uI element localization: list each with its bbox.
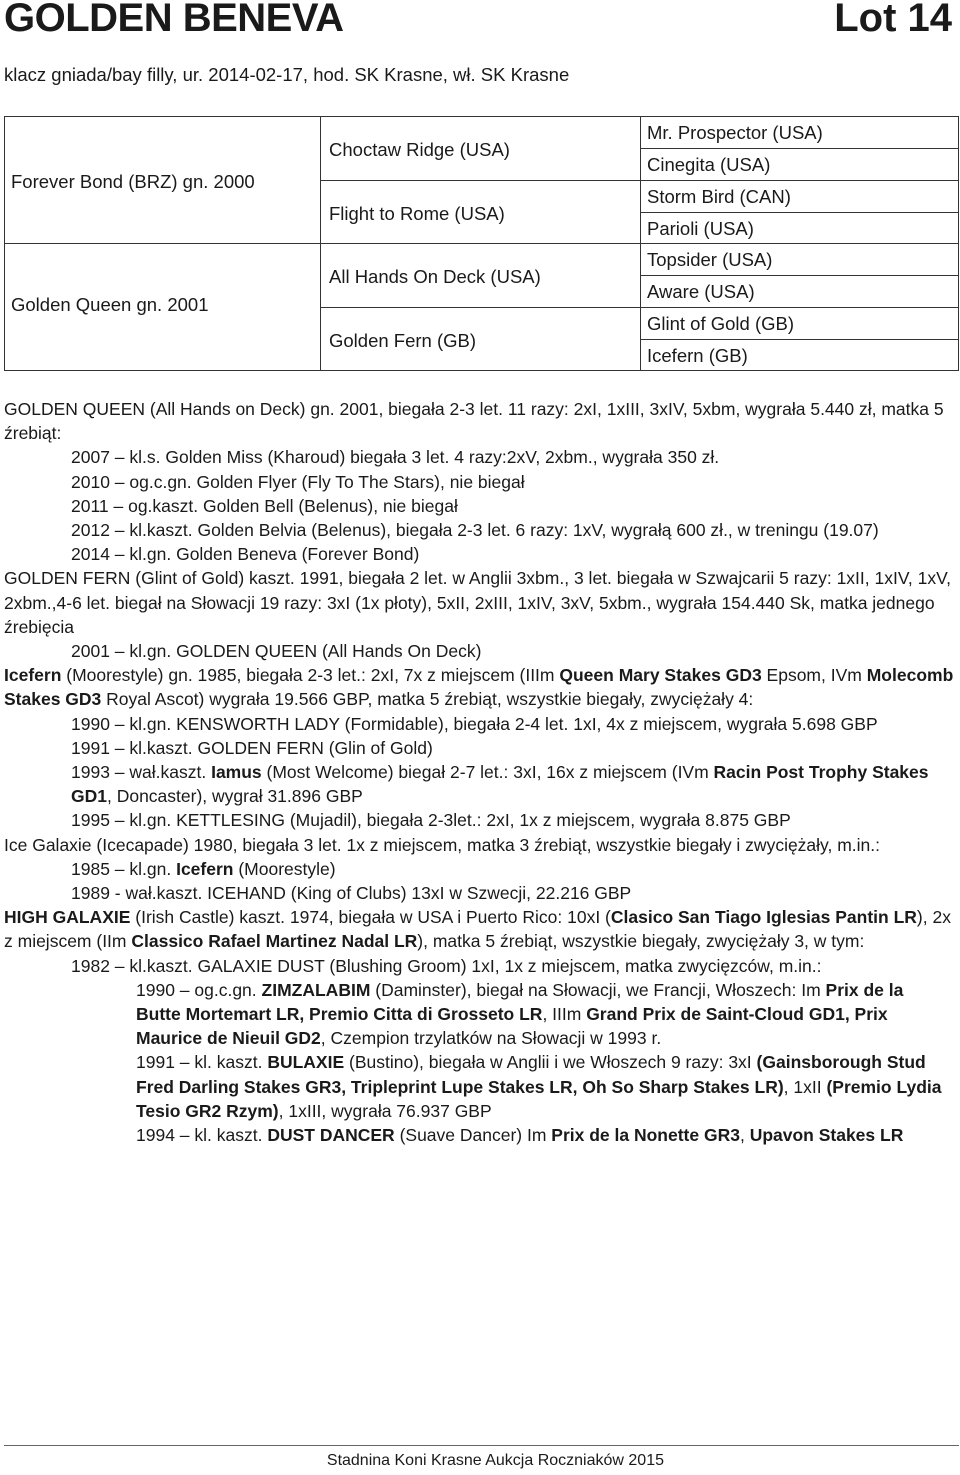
iamus-race-grade: Stakes GD1 bbox=[71, 762, 929, 807]
dust-dancer-sep: , bbox=[739, 1125, 750, 1146]
dust-dancer-text: (Suave Dancer) Im bbox=[394, 1125, 552, 1146]
footer-text: Stadnina Koni Krasne Aukcja Roczniaków 2015 bbox=[326, 1452, 664, 1469]
gq-paragraph: GOLDEN QUEEN (All Hands on Deck) gn. 2001, biegała 2-3 let. 11 razy: 2xI, 1xIII, 3xIV, 5xbm, wygrała 5.440 zł, matka 5 źrebiąt: bbox=[4, 399, 944, 444]
bulaxie-prefix: 1991 – kl. kaszt. bbox=[136, 1052, 268, 1073]
iamus-name: Iamus bbox=[211, 762, 262, 783]
zimzalabim-text-2: , IIIm bbox=[542, 1004, 587, 1025]
pedigree-cell-g2-1 bbox=[320, 116, 641, 181]
pedigree-g2-1: Choctaw Ridge (USA) bbox=[329, 139, 510, 160]
horse-details: klacz gniada/bay filly, ur. 2014-02-17, hod. SK Krasne, wł. SK Krasne bbox=[4, 64, 570, 85]
pedigree-table bbox=[4, 116, 959, 371]
icefern-text-3: Royal Ascot) wygrała 19.566 GBP, matka 5 źrebiąt, wszystkie biegały, zwyciężały 4: bbox=[101, 689, 754, 710]
high-galaxie-text-3: ), matka 5 źrebiąt, wszystkie biegały, zwyciężały 3, w tym: bbox=[417, 931, 865, 952]
pedigree-g3-7: Glint of Gold (GB) bbox=[647, 313, 795, 334]
icefern-text-2: Epsom, IVm bbox=[761, 665, 867, 686]
galaxie-dust-foal-1990 bbox=[4, 978, 957, 1051]
pedigree-cell-sire bbox=[4, 116, 321, 244]
pedigree-cell-g3-5 bbox=[640, 243, 959, 276]
zimzalabim-text-3: , Czempion trzylatków na Słowacji w 1993 r. bbox=[320, 1028, 662, 1049]
iamus-prefix: 1993 – wał.kaszt. bbox=[71, 762, 212, 783]
gq-foal-2014: 2014 – kl.gn. Golden Beneva (Forever Bond) bbox=[71, 544, 420, 565]
icefern-race-1: Queen Mary Stakes GD3 bbox=[559, 665, 762, 686]
horse-name-title: GOLDEN BENEVA bbox=[4, 0, 344, 40]
pedigree-g3-1: Mr. Prospector (USA) bbox=[647, 122, 823, 143]
high-galaxie-text-1: (Irish Castle) kaszt. 1974, biegała w USA i Puerto Rico: 10xI ( bbox=[130, 907, 611, 928]
icefern-race-2: Molecomb Stakes GD3 bbox=[4, 665, 954, 710]
gq-foal-2007: 2007 – kl.s. Golden Miss (Kharoud) biegała 3 let. 4 razy:2xV, 2xbm., wygrała 350 zł. bbox=[71, 447, 720, 468]
pedigree-g3-2: Cinegita (USA) bbox=[647, 154, 771, 175]
lot-number: Lot 14 bbox=[834, 0, 952, 40]
bulaxie-text-2: , 1xII bbox=[783, 1076, 827, 1097]
dust-dancer-race-2: Upavon Stakes LR bbox=[749, 1125, 904, 1146]
icefern-foal-1993 bbox=[4, 760, 957, 808]
dam-line-description bbox=[4, 397, 957, 1147]
gq-foal-2010: 2010 – og.c.gn. Golden Flyer (Fly To The Stars), nie biegał bbox=[71, 471, 525, 492]
footer-divider bbox=[4, 1445, 959, 1446]
icefern-paragraph bbox=[4, 663, 957, 711]
ice-galaxie-paragraph: Ice Galaxie (Icecapade) 1980, biegała 3 let. 1x z miejscem, matka 3 źrebiąt, wszystkie biegały i zwyciężały, m.in.: bbox=[4, 834, 881, 855]
galaxie-dust-foal-1994 bbox=[4, 1123, 957, 1147]
pedigree-cell-g3-2 bbox=[640, 148, 959, 181]
zimzalabim-races-1: Prix de la Butte Mortemart LR, Premio Citta di Grosseto LR bbox=[136, 979, 904, 1025]
pedigree-cell-g3-7 bbox=[640, 307, 959, 340]
bulaxie-text-3: , 1xIII, wygrała 76.937 GBP bbox=[278, 1100, 492, 1121]
high-galaxie-text-2: ), 2x z miejscem (IIm bbox=[4, 907, 951, 952]
icefern-1985-text: (Moorestyle) bbox=[233, 858, 336, 879]
pedigree-g3-3: Storm Bird (CAN) bbox=[647, 186, 791, 207]
bulaxie-name: BULAXIE bbox=[267, 1052, 345, 1073]
pedigree-cell-g2-4 bbox=[320, 307, 641, 371]
pedigree-g3-5: Topsider (USA) bbox=[647, 249, 773, 270]
gq-foal-2012: 2012 – kl.kaszt. Golden Belvia (Belenus), biegała 2-3 let. 6 razy: 1xV, wygrałą 600 zł., w treningu (19.07) bbox=[71, 520, 879, 541]
high-galaxie-name: HIGH GALAXIE bbox=[4, 907, 131, 928]
pedigree-g3-8: Icefern (GB) bbox=[647, 345, 748, 366]
ice-galaxie-foal-1985 bbox=[4, 857, 957, 881]
pedigree-g2-2: Flight to Rome (USA) bbox=[329, 203, 505, 224]
zimzalabim-text: (Daminster), biegał na Słowacji, we Francji, Włoszech: Im bbox=[370, 979, 826, 1000]
high-galaxie-foal-1982: 1982 – kl.kaszt. GALAXIE DUST (Blushing Groom) 1xI, 1x z miejscem, matka zwycięzców, m.in.: bbox=[71, 955, 822, 976]
pedigree-g3-4: Parioli (USA) bbox=[647, 218, 754, 239]
high-galaxie-paragraph bbox=[4, 905, 957, 953]
gq-foal-2011: 2011 – og.kaszt. Golden Bell (Belenus), nie biegał bbox=[71, 495, 458, 516]
pedigree-cell-g3-1 bbox=[640, 116, 959, 149]
pedigree-cell-dam bbox=[4, 243, 321, 371]
pedigree-g3-6: Aware (USA) bbox=[647, 281, 755, 302]
pedigree-cell-g3-3 bbox=[640, 180, 959, 213]
icefern-name: Icefern bbox=[4, 665, 62, 686]
icefern-foal-1995: 1995 – kl.gn. KETTLESING (Mujadil), biegała 2-3let.: 2xI, 1x z miejscem, wygrała 8.875 GBP bbox=[71, 810, 791, 831]
bulaxie-races-2: (Premio Lydia Tesio GR2 Rzym) bbox=[136, 1076, 942, 1121]
iamus-text: (Most Welcome) biegał 2-7 let.: 3xI, 16x z miejscem (IVm bbox=[261, 762, 714, 783]
dust-dancer-prefix: 1994 – kl. kaszt. bbox=[136, 1125, 268, 1146]
iamus-text-2: , Doncaster), wygrał 31.896 GBP bbox=[106, 786, 363, 807]
gf-paragraph: GOLDEN FERN (Glint of Gold) kaszt. 1991, biegała 2 let. w Anglii 3xbm., 3 let. biegała w Szwajcarii 5 razy: 1xII, 1xIV, 1xV, 2xbm.,4-6 let. biegał na Słowacji 19 razy: 3xI (1x płoty), 5xII, 2xIII, 1xIV, 3xV, 5xbm., wygrała 154.440 Sk, matka jednego źrebięcia bbox=[4, 568, 952, 637]
zimzalabim-name: ZIMZALABIM bbox=[261, 979, 371, 1000]
dust-dancer-race-1: Prix de la Nonette GR3 bbox=[551, 1125, 740, 1146]
icefern-1985-name: Icefern bbox=[176, 858, 234, 879]
pedigree-cell-g3-6 bbox=[640, 275, 959, 308]
high-galaxie-race-1: Clasico San Tiago Iglesias Pantin LR bbox=[610, 907, 917, 928]
gf-foal-2001: 2001 – kl.gn. GOLDEN QUEEN (All Hands On Deck) bbox=[71, 641, 482, 662]
high-galaxie-race-2: Classico Rafael Martinez Nadal LR bbox=[131, 931, 418, 952]
bulaxie-text: (Bustino), biegała w Anglii i we Włoszech 9 razy: 3xI bbox=[344, 1052, 757, 1073]
zimzalabim-races-2: Grand Prix de Saint-Cloud GD1, Prix Maurice de Nieuil GD2 bbox=[136, 1004, 888, 1049]
pedigree-cell-g3-8 bbox=[640, 339, 959, 371]
iamus-race: Racin Post Trophy bbox=[713, 762, 868, 783]
ice-galaxie-foal-1989: 1989 - wał.kaszt. ICEHAND (King of Clubs) 13xI w Szwecji, 22.216 GBP bbox=[71, 883, 632, 904]
pedigree-g2-4: Golden Fern (GB) bbox=[329, 330, 477, 351]
icefern-foal-1990: 1990 – kl.gn. KENSWORTH LADY (Formidable), biegała 2-4 let. 1xI, 4x z miejscem, wygrała 5.698 GBP bbox=[71, 713, 878, 734]
icefern-1985-prefix: 1985 – kl.gn. bbox=[71, 858, 177, 879]
pedigree-g2-3: All Hands On Deck (USA) bbox=[329, 266, 541, 287]
icefern-foal-1991: 1991 – kl.kaszt. GOLDEN FERN (Glin of Gold) bbox=[71, 737, 433, 758]
pedigree-cell-g2-3 bbox=[320, 243, 641, 308]
pedigree-sire: Forever Bond (BRZ) gn. 2000 bbox=[11, 171, 255, 192]
pedigree-cell-g2-2 bbox=[320, 180, 641, 244]
header bbox=[0, 0, 960, 44]
zimzalabim-prefix: 1990 – og.c.gn. bbox=[136, 979, 262, 1000]
icefern-text-1: (Moorestyle) gn. 1985, biegała 2-3 let.: 2xI, 7x z miejscem (IIIm bbox=[61, 665, 560, 686]
dust-dancer-name: DUST DANCER bbox=[267, 1125, 395, 1146]
pedigree-dam: Golden Queen gn. 2001 bbox=[11, 294, 209, 315]
pedigree-cell-g3-4 bbox=[640, 212, 959, 244]
bulaxie-races-1: (Gainsborough Stud Fred Darling Stakes GR3, Tripleprint Lupe Stakes LR, Oh So Sharp Stakes LR) bbox=[136, 1052, 926, 1097]
galaxie-dust-foal-1991 bbox=[4, 1050, 957, 1123]
